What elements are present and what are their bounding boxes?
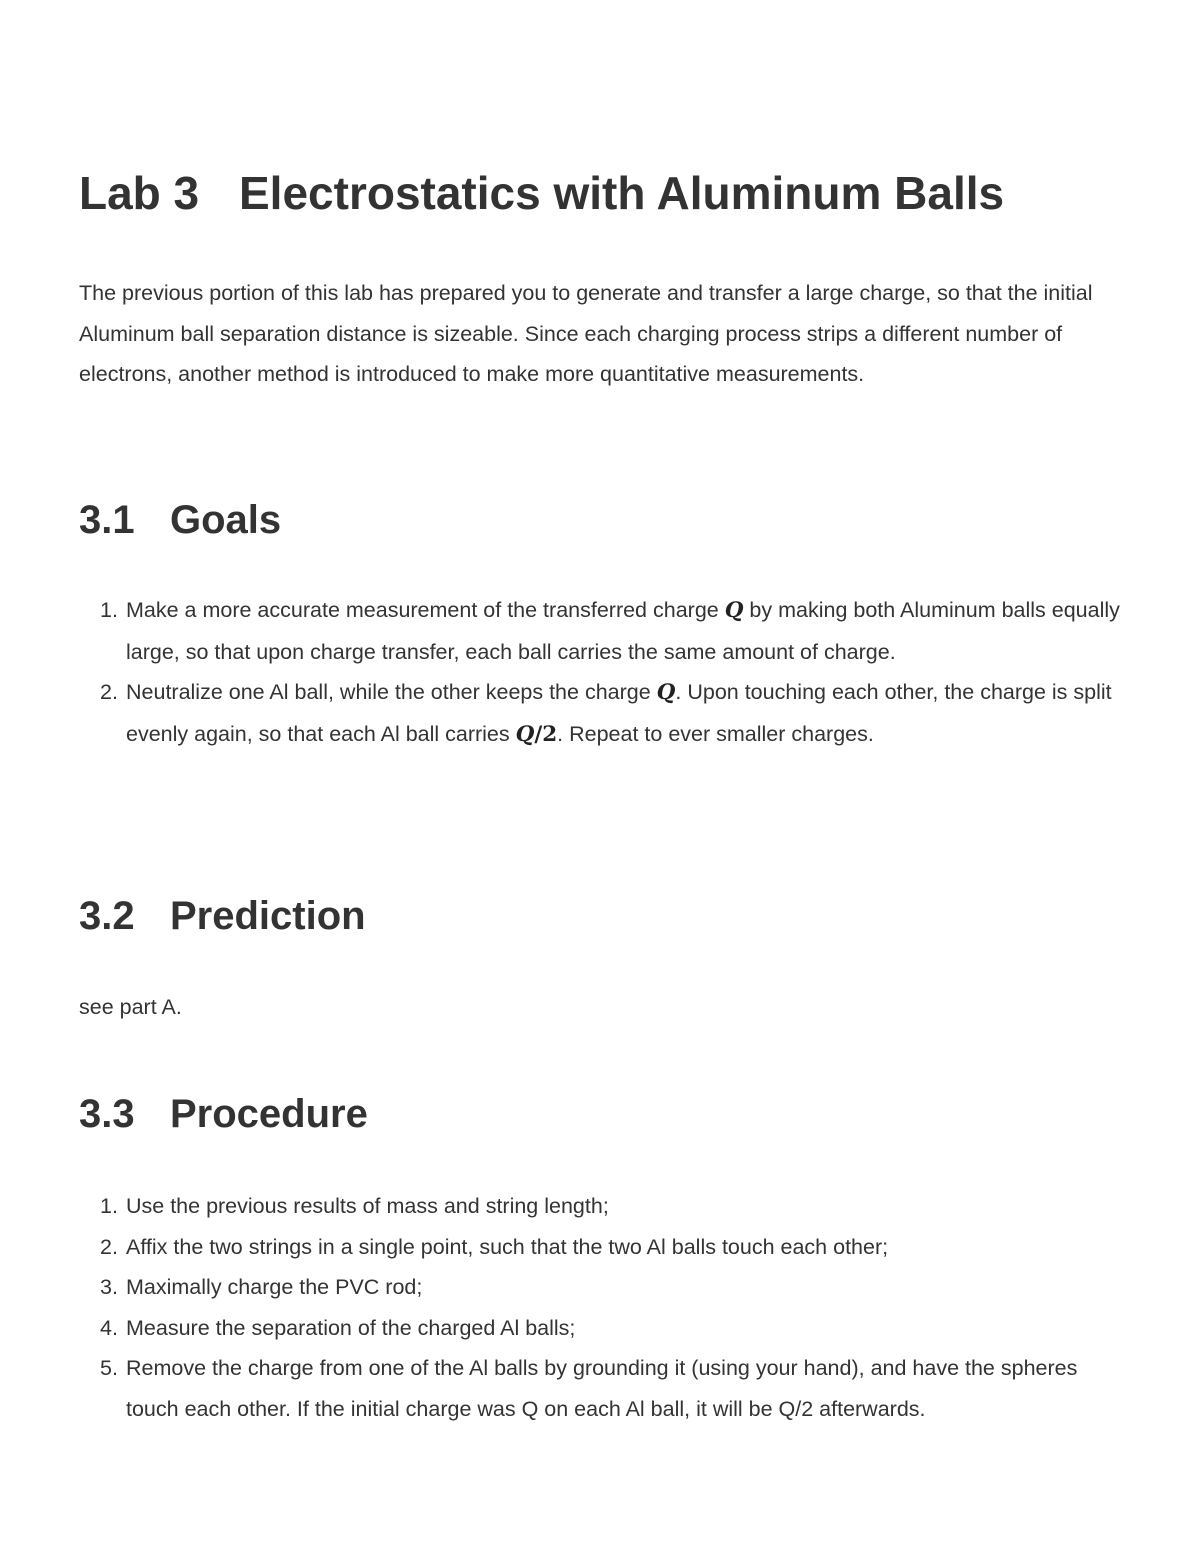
title-number: Lab 3 [79,167,200,219]
list-item-number: 5. [100,1356,118,1380]
list-item [79,1348,1124,1429]
section-heading-procedure [79,1092,368,1137]
math-symbol: /2 [534,721,558,747]
list-item-text: Maximally charge the PVC rod; [126,1275,423,1299]
page-title [79,166,1004,220]
intro-paragraph: The previous portion of this lab has prepared you to generate and transfer a large charge, so that the initial Aluminum ball separation distance is sizeable. Since each charging process strips a different number of electrons, another method is introduced to make more quantitative measurements. [79,281,1093,386]
goal-text-post: by making both Aluminum balls equally large, so that upon charge transfer, each ball carries the same amount of charge. [126,598,1120,664]
list-item-number: 1. [100,598,118,622]
list-item [79,1186,1124,1227]
goals-list [79,590,1124,755]
section-title: Prediction [170,894,366,938]
goal-text-mid: . Upon touching each other, the charge is split evenly again, so that each Al ball carries [126,680,1112,746]
math-symbol: Q [515,721,535,747]
list-item-text: Measure the separation of the charged Al balls; [126,1315,576,1340]
list-item-number: 3. [100,1275,118,1299]
list-item [79,1267,1124,1308]
section-number: 3.3 [79,1092,135,1136]
list-item [79,1308,1124,1349]
math-symbol: Q [656,680,676,705]
goal-text-pre: Neutralize one Al ball, while the other keeps the charge [126,680,657,704]
math-symbol: Q [724,598,744,623]
list-item [79,1227,1124,1268]
section-number: 3.2 [79,894,135,938]
list-item-text: Use the previous results of mass and string length; [126,1194,609,1218]
procedure-list [79,1186,1124,1429]
list-item [79,672,1124,755]
section-heading-goals [79,498,281,543]
list-item-text: Affix the two strings in a single point, such that the two Al balls touch each other; [126,1234,889,1259]
goal-text-post: . Repeat to ever smaller charges. [557,721,874,746]
list-item-number: 1. [100,1194,118,1218]
list-item-text: Remove the charge from one of the Al balls by grounding it (using your hand), and have the spheres touch each other. If the initial charge was Q on each Al ball, it will be Q/2 afterwards. [126,1356,1078,1421]
section-title: Goals [170,498,282,542]
section-number: 3.1 [79,498,135,542]
list-item-number: 2. [100,680,118,704]
section-heading-prediction [79,894,366,939]
list-item-number: 4. [100,1315,118,1340]
goal-text-pre: Make a more accurate measurement of the transferred charge [126,598,725,622]
list-item-number: 2. [100,1234,118,1259]
prediction-paragraph: see part A. [79,995,182,1019]
list-item [79,590,1124,672]
title-text: Electrostatics with Aluminum Balls [239,167,1005,219]
section-title: Procedure [170,1092,368,1136]
